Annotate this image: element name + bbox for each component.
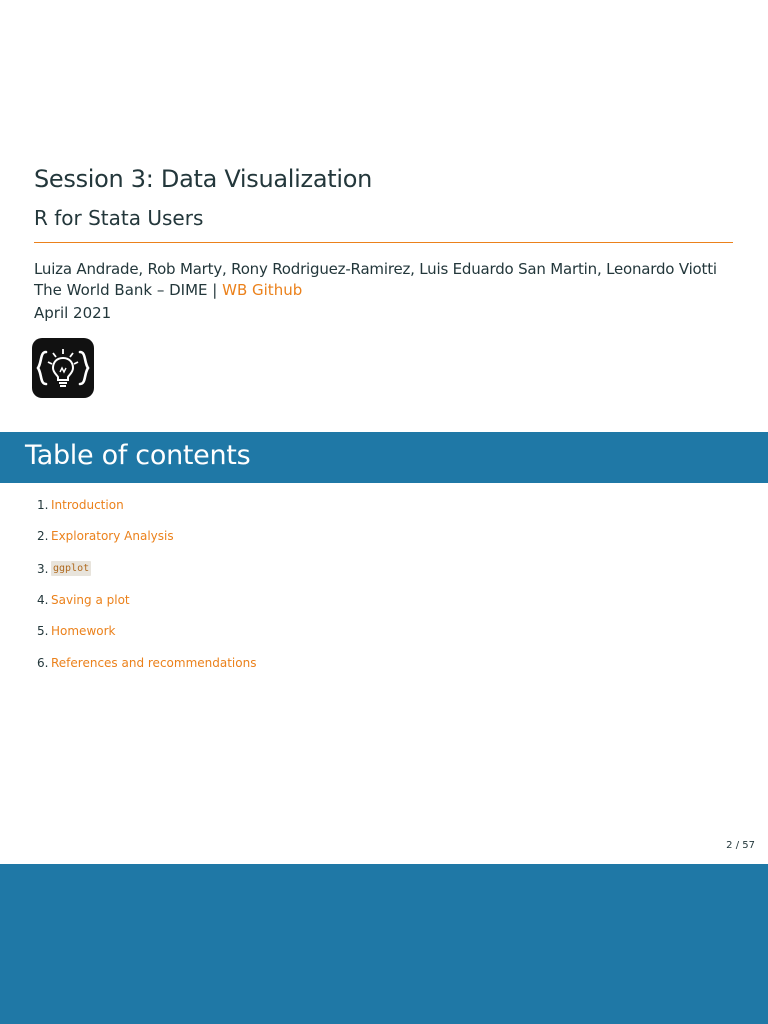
next-slide-header xyxy=(0,864,768,1024)
wb-github-link[interactable]: WB Github xyxy=(222,281,303,299)
presentation-subtitle: R for Stata Users xyxy=(34,206,204,230)
toc-item-number: 4. xyxy=(37,593,49,607)
authors: Luiza Andrade, Rob Marty, Rony Rodriguez-Ramirez, Luis Eduardo San Martin, Leonardo Viotti xyxy=(34,260,717,278)
toc-link-exploratory-analysis[interactable]: Exploratory Analysis xyxy=(51,529,174,543)
frame-title-bar xyxy=(0,432,768,483)
presentation-title: Session 3: Data Visualization xyxy=(34,165,373,193)
page-number: 2 / 57 xyxy=(726,840,755,851)
toc-item-number: 1. xyxy=(37,498,49,512)
title-slide xyxy=(0,0,768,432)
toc-slide xyxy=(0,432,768,864)
toc-link-ggplot[interactable]: ggplot xyxy=(53,563,90,574)
toc-item-number: 5. xyxy=(37,624,49,638)
institute-text: The World Bank – DIME | xyxy=(34,281,223,299)
frame-title: Table of contents xyxy=(25,440,251,471)
toc-link-references[interactable]: References and recommendations xyxy=(51,656,257,670)
toc-link-saving-a-plot[interactable]: Saving a plot xyxy=(51,593,130,607)
institute xyxy=(34,281,302,299)
toc-item-number: 2. xyxy=(37,529,49,543)
title-divider xyxy=(34,242,733,243)
toc-item-number: 3. xyxy=(37,562,49,576)
toc-item-number: 6. xyxy=(37,656,49,670)
toc-link-homework[interactable]: Homework xyxy=(51,624,116,638)
lightbulb-braces-logo-icon xyxy=(32,338,94,398)
presentation-date: April 2021 xyxy=(34,304,112,322)
toc-link-introduction[interactable]: Introduction xyxy=(51,498,124,512)
